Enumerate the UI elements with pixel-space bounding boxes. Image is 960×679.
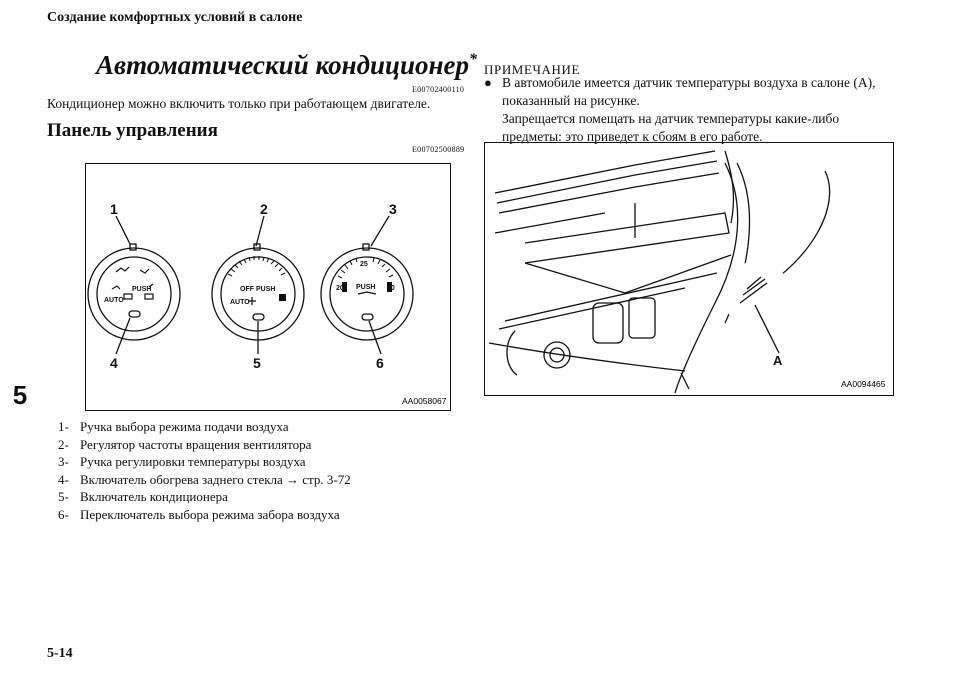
legend-item xyxy=(58,453,351,471)
legend-item xyxy=(58,471,351,489)
callout-4: 4 xyxy=(110,355,118,371)
callout-a: A xyxy=(773,353,783,368)
callout-3: 3 xyxy=(389,201,397,217)
knob2-off-label: OFF xyxy=(240,286,254,293)
running-header: Создание комфортных условий в салоне xyxy=(47,10,303,25)
legend-item xyxy=(58,506,351,524)
legend-text: Переключатель выбора режима забора воздуха xyxy=(80,506,340,522)
legend-num: 4- xyxy=(58,471,69,487)
knob3-t30-label: 30 xyxy=(387,285,395,292)
bullet-icon: ● xyxy=(484,75,492,90)
legend-num: 2- xyxy=(58,436,69,452)
knob3-t25-label: 25 xyxy=(360,261,368,268)
callout-6: 6 xyxy=(376,355,384,371)
title-mark: * xyxy=(469,51,478,68)
note-line: Запрещается помещать на датчик температуры какие-либо xyxy=(502,111,840,126)
note-body xyxy=(484,74,912,146)
legend-text: Включатель кондиционера xyxy=(80,489,228,505)
legend-item xyxy=(58,436,351,454)
legend-text: Ручка регулировки температуры воздуха xyxy=(80,454,306,470)
title-code: E00702400110 xyxy=(412,85,465,94)
knob1-push-label: PUSH xyxy=(132,286,152,293)
dashboard-drawing xyxy=(485,143,893,395)
callout-5: 5 xyxy=(253,355,261,371)
control-panel-figure xyxy=(85,163,451,411)
figure1-code: AA0058067 xyxy=(402,396,447,406)
knob3-t20-label: 20 xyxy=(336,285,344,292)
legend-item xyxy=(58,488,351,506)
legend-num: 1- xyxy=(58,419,69,434)
page-number: 5-14 xyxy=(47,646,73,661)
figure2-code: AA0094465 xyxy=(841,379,886,389)
sensor-location-figure xyxy=(484,142,894,396)
note-line: предметы: это приведет к сбоям в его работе. xyxy=(502,129,763,144)
legend-item xyxy=(58,418,351,436)
page-title xyxy=(96,50,477,81)
intro-text: Кондиционер можно включить только при работающем двигателе. xyxy=(47,96,431,111)
legend-text: Включатель обогрева заднего стекла → стр. 3-72 xyxy=(80,471,351,487)
knob1-auto-label: AUTO xyxy=(104,297,124,304)
subtitle-code: E00702500889 xyxy=(412,145,465,154)
note-label: ПРИМЕЧАНИЕ xyxy=(484,62,581,77)
legend-num: 5- xyxy=(58,489,69,505)
legend-num: 6- xyxy=(58,506,69,522)
control-panel-drawing xyxy=(86,164,450,410)
legend-num: 3- xyxy=(58,454,69,470)
knob2-auto-label: AUTO xyxy=(230,299,250,306)
knob2-push-label: PUSH xyxy=(256,286,276,293)
legend-text: Ручка выбора режима подачи воздуха xyxy=(80,419,289,434)
note-line: показанный на рисунке. xyxy=(502,93,640,108)
section-tab: 5 xyxy=(0,370,40,420)
legend-text: Регулятор частоты вращения вентилятора xyxy=(80,436,312,452)
page-title-text: Автоматический кондиционер xyxy=(96,50,470,80)
callout-2: 2 xyxy=(260,201,268,217)
subtitle: Панель управления xyxy=(47,120,218,141)
note-line: В автомобиле имеется датчик температуры воздуха в салоне (A), xyxy=(502,75,876,90)
callout-1: 1 xyxy=(110,201,118,217)
legend-list xyxy=(58,418,351,524)
knob3-push-label: PUSH xyxy=(356,284,376,291)
